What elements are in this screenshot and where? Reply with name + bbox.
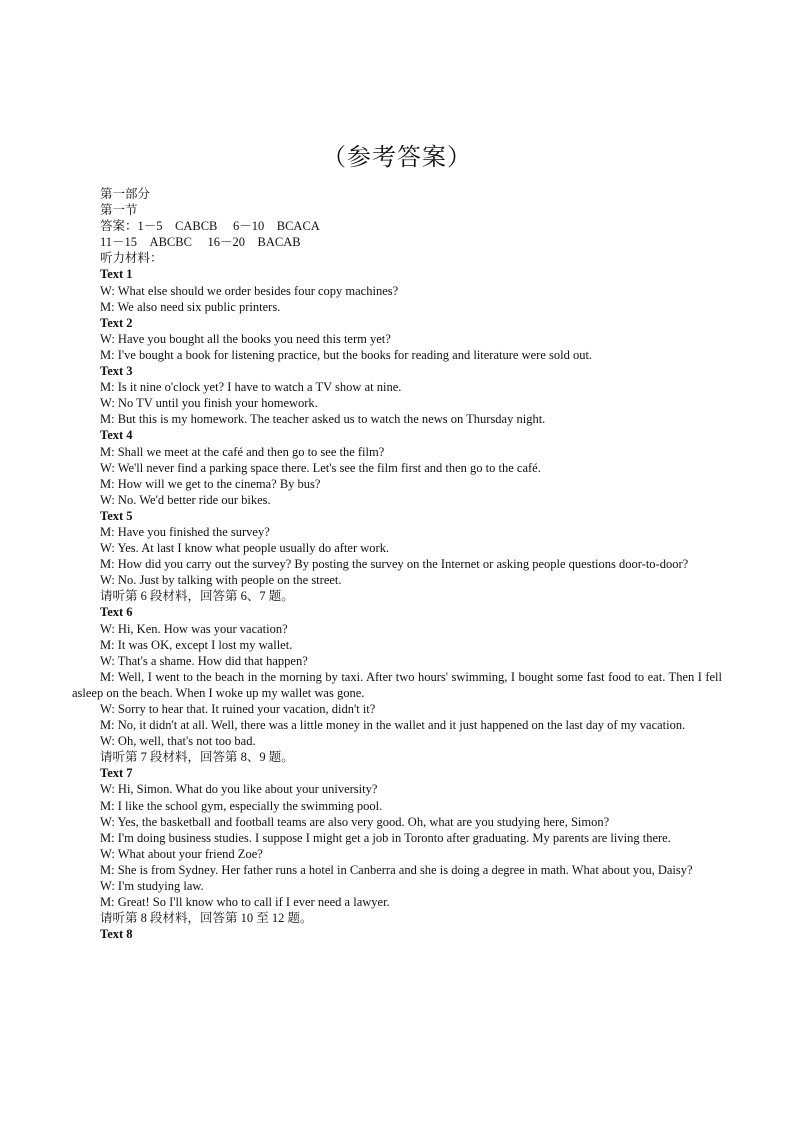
answers-line-2: 11－15 ABCBC 16－20 BACAB	[100, 235, 301, 250]
text-heading: Text 6	[100, 605, 133, 620]
dialogue-paragraph: M: How did you carry out the survey? By posting the survey on the Internet or asking people questions door-to-door?	[100, 557, 689, 572]
dialogue-line: W: That's a shame. How did that happen?	[100, 653, 308, 668]
dialogue-line: W: Oh, well, that's not too bad.	[100, 734, 256, 749]
dialogue-line: W: I'm studying law.	[100, 879, 204, 894]
dialogue-line: W: No. Just by talking with people on the street.	[100, 573, 342, 588]
instruction-line: 请听第 8 段材料，回答第 10 至 12 题。	[100, 911, 313, 926]
page-title: （参考答案）	[322, 143, 472, 171]
dialogue-line: W: What else should we order besides four copy machines?	[100, 283, 399, 298]
text-heading: Text 1	[100, 267, 133, 282]
answers-line-1: 答案：1－5 CABCB 6－10 BCACA	[100, 219, 320, 234]
dialogue-line: M: I've bought a book for listening practice, but the books for reading and literature were sold out.	[100, 347, 593, 362]
listening-label: 听力材料：	[100, 251, 163, 266]
dialogue-line: W: We'll never find a parking space there. Let's see the film first and then go to the café.	[100, 460, 541, 475]
dialogue-line: M: But this is my homework. The teacher asked us to watch the news on Thursday night.	[100, 412, 546, 427]
dialogue-line: M: How will we get to the cinema? By bus?	[100, 476, 321, 491]
dialogue-paragraph: M: I'm doing business studies. I suppose I might get a job in Toronto after graduating. My parents are living there.	[100, 830, 671, 845]
dialogue-paragraph: M: She is from Sydney. Her father runs a hotel in Canberra and she is doing a degree in math. What about you, Daisy?	[100, 862, 693, 877]
text-heading: Text 7	[100, 766, 133, 781]
dialogue-line: M: It was OK, except I lost my wallet.	[100, 637, 293, 652]
part-label: 第一部分	[100, 187, 151, 201]
answer-document	[72, 140, 722, 942]
dialogue-paragraph: M: No, it didn't at all. Well, there was a little money in the wallet and it just happened on the last day of my vacation.	[100, 718, 686, 733]
dialogue-line: W: Hi, Ken. How was your vacation?	[100, 621, 288, 636]
dialogue-line: W: What about your friend Zoe?	[100, 846, 263, 861]
dialogue-line: W: Yes, the basketball and football teams are also very good. Oh, what are you studying here, Simon?	[100, 814, 610, 829]
text-heading: Text 2	[100, 315, 133, 330]
dialogue-line: M: Have you finished the survey?	[100, 524, 270, 539]
dialogue-paragraph: M: Well, I went to the beach in the morning by taxi. After two hours' swimming, I bought some fast food to eat. Then I fell asleep on the beach. When I woke up my wallet was gone.	[72, 669, 722, 700]
dialogue-line: W: No. We'd better ride our bikes.	[100, 492, 271, 507]
text-heading: Text 8	[100, 927, 133, 942]
dialogue-line: W: Hi, Simon. What do you like about your university?	[100, 782, 378, 797]
dialogue-line: M: Is it nine o'clock yet? I have to watch a TV show at nine.	[100, 380, 402, 395]
text-heading: Text 4	[100, 428, 133, 443]
dialogue-line: W: Sorry to hear that. It ruined your vacation, didn't it?	[100, 702, 376, 716]
dialogue-line: M: Great! So I'll know who to call if I ever need a lawyer.	[100, 895, 390, 910]
dialogue-line: W: No TV until you finish your homework.	[100, 396, 318, 411]
text-heading: Text 5	[100, 508, 133, 523]
instruction-line: 请听第 7 段材料，回答第 8、9 题。	[100, 750, 294, 765]
instruction-line: 请听第 6 段材料，回答第 6、7 题。	[100, 589, 294, 604]
dialogue-line: M: We also need six public printers.	[100, 299, 281, 314]
text-heading: Text 3	[100, 364, 133, 379]
dialogue-line: M: Shall we meet at the café and then go to see the film?	[100, 444, 385, 459]
dialogue-line: W: Yes. At last I know what people usually do after work.	[100, 541, 390, 556]
dialogue-line: M: I like the school gym, especially the swimming pool.	[100, 798, 383, 813]
dialogue-line: W: Have you bought all the books you need this term yet?	[100, 331, 391, 346]
section-label: 第一节	[100, 203, 138, 218]
